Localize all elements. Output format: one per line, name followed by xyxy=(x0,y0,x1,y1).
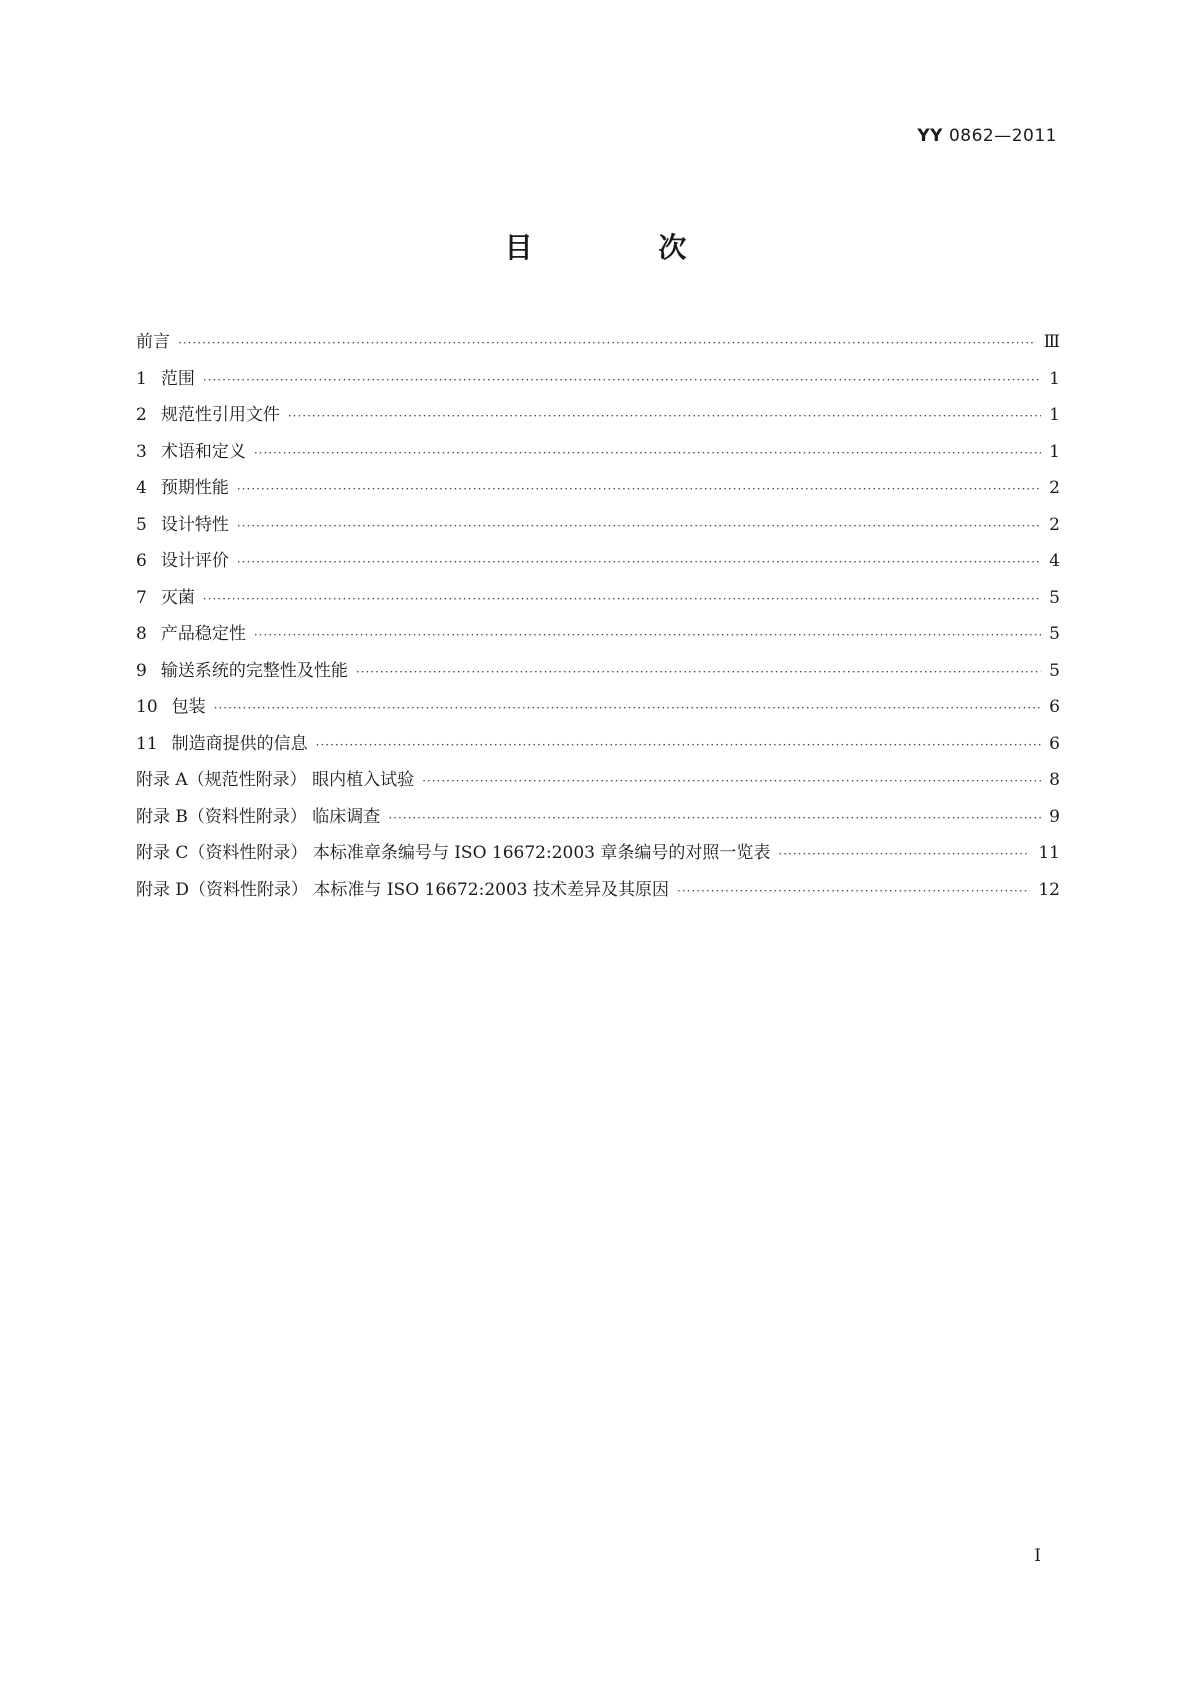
dot-leader xyxy=(237,519,1041,533)
toc-entry-5[interactable] xyxy=(136,510,1060,547)
toc-entry-label: 设计特性 xyxy=(160,514,229,535)
dot-leader xyxy=(254,446,1041,460)
dot-leader xyxy=(178,336,1036,350)
toc-entry-3[interactable] xyxy=(136,437,1060,474)
toc-entry-page: 5 xyxy=(1049,587,1060,608)
toc-entry-label: 术语和定义 xyxy=(160,441,246,462)
toc-entry-7[interactable] xyxy=(136,583,1060,620)
toc-entry-label: 灭菌 xyxy=(160,587,195,608)
toc-entry-page: 9 xyxy=(1049,806,1060,827)
toc-entry-2[interactable] xyxy=(136,400,1060,437)
toc-entry-8[interactable] xyxy=(136,619,1060,656)
toc-entry-page: 4 xyxy=(1049,551,1060,571)
table-of-contents xyxy=(136,327,1060,911)
page-number: I xyxy=(1034,1546,1041,1566)
toc-entry-page: 12 xyxy=(1038,879,1060,900)
toc-entry-label: 附录 B（资料性附录） 临床调查 xyxy=(136,806,381,827)
toc-entry-page: 1 xyxy=(1049,368,1060,389)
standard-code-prefix: YY xyxy=(917,126,943,146)
toc-entry-page: Ⅲ xyxy=(1043,332,1060,352)
toc-entry-page: 1 xyxy=(1049,405,1060,425)
toc-entry-page: 5 xyxy=(1049,624,1060,644)
toc-entry-page: 8 xyxy=(1049,770,1060,790)
toc-entry-label: 制造商提供的信息 xyxy=(171,733,308,754)
toc-entry-page: 6 xyxy=(1049,733,1060,754)
dot-leader xyxy=(203,373,1041,387)
page-title: 目 次 xyxy=(504,231,745,264)
toc-entry-page: 6 xyxy=(1049,697,1060,717)
toc-entry-number: 7 xyxy=(136,587,147,608)
dot-leader xyxy=(422,774,1041,788)
toc-entry-6[interactable] xyxy=(136,546,1060,583)
dot-leader xyxy=(677,884,1030,898)
dot-leader xyxy=(237,482,1041,496)
toc-entry-label: 范围 xyxy=(160,368,195,389)
toc-entry-number: 3 xyxy=(136,441,147,462)
toc-entry-annex-d[interactable] xyxy=(136,875,1060,912)
dot-leader xyxy=(356,665,1041,679)
toc-entry-1[interactable] xyxy=(136,364,1060,401)
toc-entry-label: 包装 xyxy=(171,697,206,717)
toc-entry-label: 附录 A（规范性附录） 眼内植入试验 xyxy=(136,770,415,790)
toc-entry-page: 5 xyxy=(1049,660,1060,681)
standard-code xyxy=(917,126,1057,146)
toc-entry-annex-c[interactable] xyxy=(136,838,1060,875)
dot-leader xyxy=(316,738,1042,752)
standard-code-number: 0862—2011 xyxy=(948,126,1057,146)
toc-entry-page: 11 xyxy=(1038,843,1060,863)
toc-entry-number: 6 xyxy=(136,551,147,571)
toc-entry-label: 输送系统的完整性及性能 xyxy=(160,660,348,681)
toc-entry-number: 8 xyxy=(136,624,147,644)
toc-entry-foreword[interactable] xyxy=(136,327,1060,364)
toc-entry-number: 2 xyxy=(136,405,147,425)
dot-leader xyxy=(237,555,1041,569)
toc-entry-label: 附录 D（资料性附录） 本标准与 ISO 16672:2003 技术差异及其原因 xyxy=(136,879,670,900)
toc-entry-number: 5 xyxy=(136,514,147,535)
toc-entry-annex-b[interactable] xyxy=(136,802,1060,839)
toc-entry-label: 设计评价 xyxy=(160,551,229,571)
toc-entry-number: 4 xyxy=(136,478,147,498)
toc-entry-number: 1 xyxy=(136,368,147,389)
dot-leader xyxy=(778,847,1030,861)
toc-entry-page: 2 xyxy=(1049,514,1060,535)
toc-entry-4[interactable] xyxy=(136,473,1060,510)
toc-entry-number: 9 xyxy=(136,660,147,681)
toc-entry-number: 11 xyxy=(136,733,158,754)
toc-entry-label: 前言 xyxy=(136,332,170,352)
dot-leader xyxy=(288,409,1041,423)
toc-entry-page: 2 xyxy=(1049,478,1060,498)
dot-leader xyxy=(388,811,1041,825)
toc-entry-9[interactable] xyxy=(136,656,1060,693)
toc-entry-annex-a[interactable] xyxy=(136,765,1060,802)
toc-entry-label: 附录 C（资料性附录） 本标准章条编号与 ISO 16672:2003 章条编号的对照一览表 xyxy=(136,843,771,863)
toc-entry-label: 产品稳定性 xyxy=(160,624,246,644)
toc-entry-page: 1 xyxy=(1049,441,1060,462)
toc-entry-number: 10 xyxy=(136,697,158,717)
dot-leader xyxy=(214,701,1042,715)
dot-leader xyxy=(203,592,1041,606)
toc-entry-11[interactable] xyxy=(136,729,1060,766)
toc-entry-10[interactable] xyxy=(136,692,1060,729)
toc-entry-label: 规范性引用文件 xyxy=(160,405,280,425)
toc-entry-label: 预期性能 xyxy=(160,478,229,498)
dot-leader xyxy=(254,628,1041,642)
